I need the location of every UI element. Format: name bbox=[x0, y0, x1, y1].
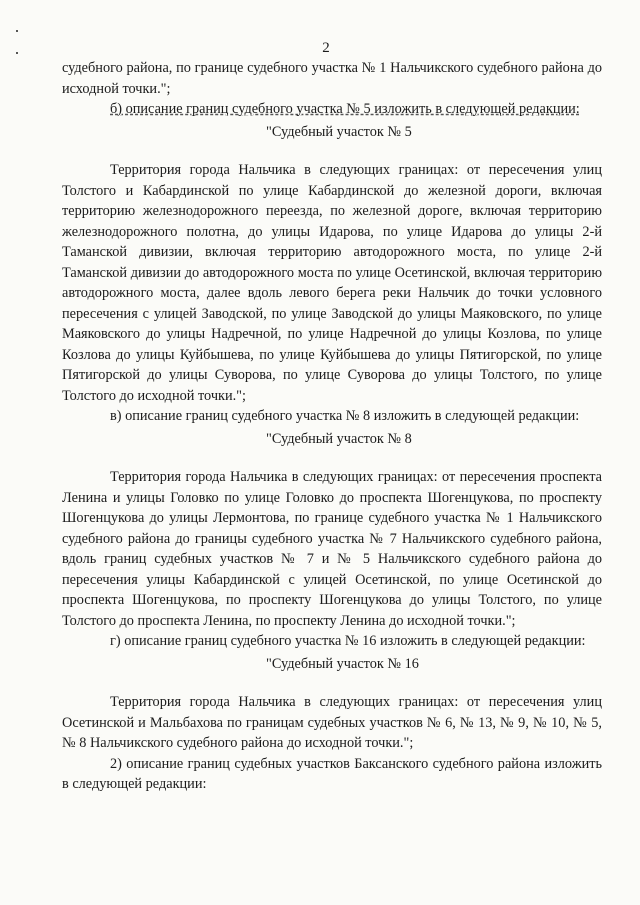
paragraph-continuation: судебного района, по границе судебного участка № 1 Нальчикского судебного района до исходной точки."; bbox=[62, 60, 602, 97]
paragraph-item-2: 2) описание границ судебных участков Баксанского судебного района изложить в следующей редакции: bbox=[62, 755, 602, 792]
heading-district-16: "Судебный участок № 16 bbox=[266, 655, 419, 672]
paragraph-item-b: б) описание границ судебного участка № 5 изложить в следующей редакции: bbox=[110, 101, 580, 117]
paragraph-item-v: в) описание границ судебного участка № 8 изложить в следующей редакции: bbox=[110, 408, 580, 424]
document-body bbox=[62, 58, 602, 795]
paragraph-district-16: Территория города Нальчика в следующих границах: от пересечения улиц Осетинской и Мальбахова по границам судебных участков № 6, № 13, № 9, № 10, № 5, № 8 Нальчикского судебного района до исходной точки."; bbox=[62, 694, 602, 751]
paragraph-item-g: г) описание границ судебного участка № 16 изложить в следующей редакции: bbox=[110, 633, 586, 649]
paragraph-district-8: Территория города Нальчика в следующих границах: от пересечения проспекта Ленина и улицы Головко по улице Головко до проспекта Шогенцукова, по проспекту Шогенцукова до улицы Лермонтова, по границе судебного участка № 1 Нальчикского судебного района до границы судебного участка № 7 Нальчикского судебного района, вдоль границ судебных участков № 7 и № 5 Нальчикского судебного района до пересечения улицы Кабардинской с улицей Осетинской, по улице Осетинской до проспекта Шогенцукова, по проспекту Шогенцукова до улицы Толстого, по улице Толстого до проспекта Ленина, по проспекту Ленина до исходной точки."; bbox=[62, 469, 602, 629]
paragraph-district-5: Территория города Нальчика в следующих границах: от пересечения улиц Толстого и Кабардинской по улице Кабардинской до железной дороги, включая территорию железнодорожного переезда, по железной дороге, включая территорию железнодорожного полотна, до улицы Идарова, по улице Идарова до улицы 2-й Таманской дивизии, включая территорию автодорожного моста, по улице 2-й Таманской дивизии до автодорожного моста по улице Осетинской, включая территорию автодорожного моста, далее вдоль левого берега реки Нальчик до точки условного пересечения с улицей Заводской, по улице Заводской до улицы Маяковского, по улице Маяковского до улицы Надречной, по улице Надречной до улицы Козлова, по улице Козлова до улицы Куйбышева, по улице Куйбышева до улицы Пятигорской, по улице Пятигорской до улицы Суворова, по улице Суворова до улицы Толстого, по улице Толстого до исходной точки."; bbox=[62, 162, 602, 404]
heading-district-5: "Судебный участок № 5 bbox=[266, 123, 412, 140]
page-number: 2 bbox=[322, 40, 330, 56]
scan-speck bbox=[16, 30, 18, 32]
heading-district-8: "Судебный участок № 8 bbox=[266, 430, 412, 447]
